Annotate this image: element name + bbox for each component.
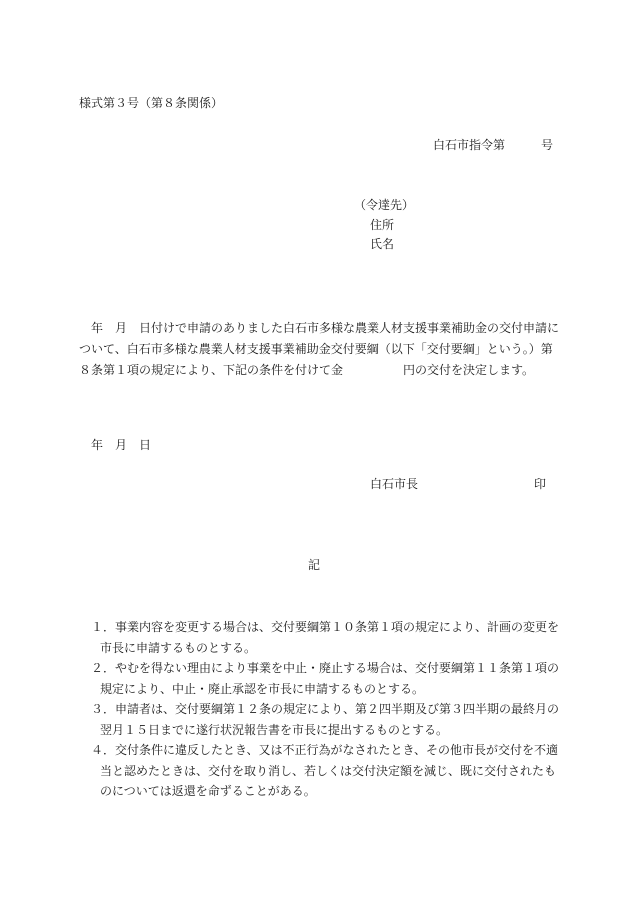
addressee-block — [354, 196, 414, 255]
body-line: ８条第１項の規定により、下記の条件を付けて金 円の交付を決定します。 — [79, 363, 535, 377]
ki-heading: 記 — [308, 558, 321, 572]
condition-line: 翌月１５日までに遂行状況報告書を市長に提出するものとする。 — [100, 722, 449, 737]
addressee-title: （令達先） — [354, 198, 415, 212]
condition-item — [91, 658, 561, 699]
document-number: 白石市指令第 号 — [432, 138, 553, 152]
condition-item — [91, 699, 561, 740]
name-label: 氏名 — [370, 237, 395, 251]
issue-date: 年 月 日 — [91, 438, 152, 452]
body-line: ついて、白石市多様な農業人材支援事業補助金交付要綱（以下「交付要綱」という。）第 — [79, 342, 553, 356]
seal-mark: 印 — [533, 477, 546, 491]
conditions-list — [91, 617, 561, 802]
condition-line: のについては返還を命ずることがある。 — [100, 784, 316, 798]
condition-line: 市長に申請するものとする。 — [100, 640, 257, 655]
signature-line — [370, 476, 546, 492]
condition-line: 当と認めたときは、交付を取り消し、若しくは交付決定額を減じ、既に交付されたも — [100, 763, 557, 778]
condition-line: 規定により、中止・廃止承認を市長に申請するものとする。 — [100, 681, 425, 696]
condition-line: ４．交付条件に違反したとき、又は不正行為がなされたとき、その他市長が交付を不適 — [91, 743, 559, 757]
body-line: 年 月 日付けで申請のありました白石市多様な農業人材支援事業補助金の交付申請に — [79, 321, 560, 335]
body-paragraph — [79, 318, 560, 381]
form-label: 様式第３号（第８条関係） — [79, 96, 224, 110]
address-label: 住所 — [370, 217, 395, 232]
condition-line: ３．申請者は、交付要綱第１２条の規定により、第２四半期及び第３四半期の最終月の — [91, 702, 560, 716]
mayor-title: 白石市長 — [370, 477, 419, 491]
condition-line: １．事業内容を変更する場合は、交付要綱第１０条第１項の規定により、計画の変更を — [91, 620, 560, 634]
condition-item — [91, 740, 561, 802]
condition-line: ２．やむを得ない理由により事業を中止・廃止する場合は、交付要綱第１１条第１項の — [91, 661, 560, 675]
condition-item — [91, 617, 561, 658]
